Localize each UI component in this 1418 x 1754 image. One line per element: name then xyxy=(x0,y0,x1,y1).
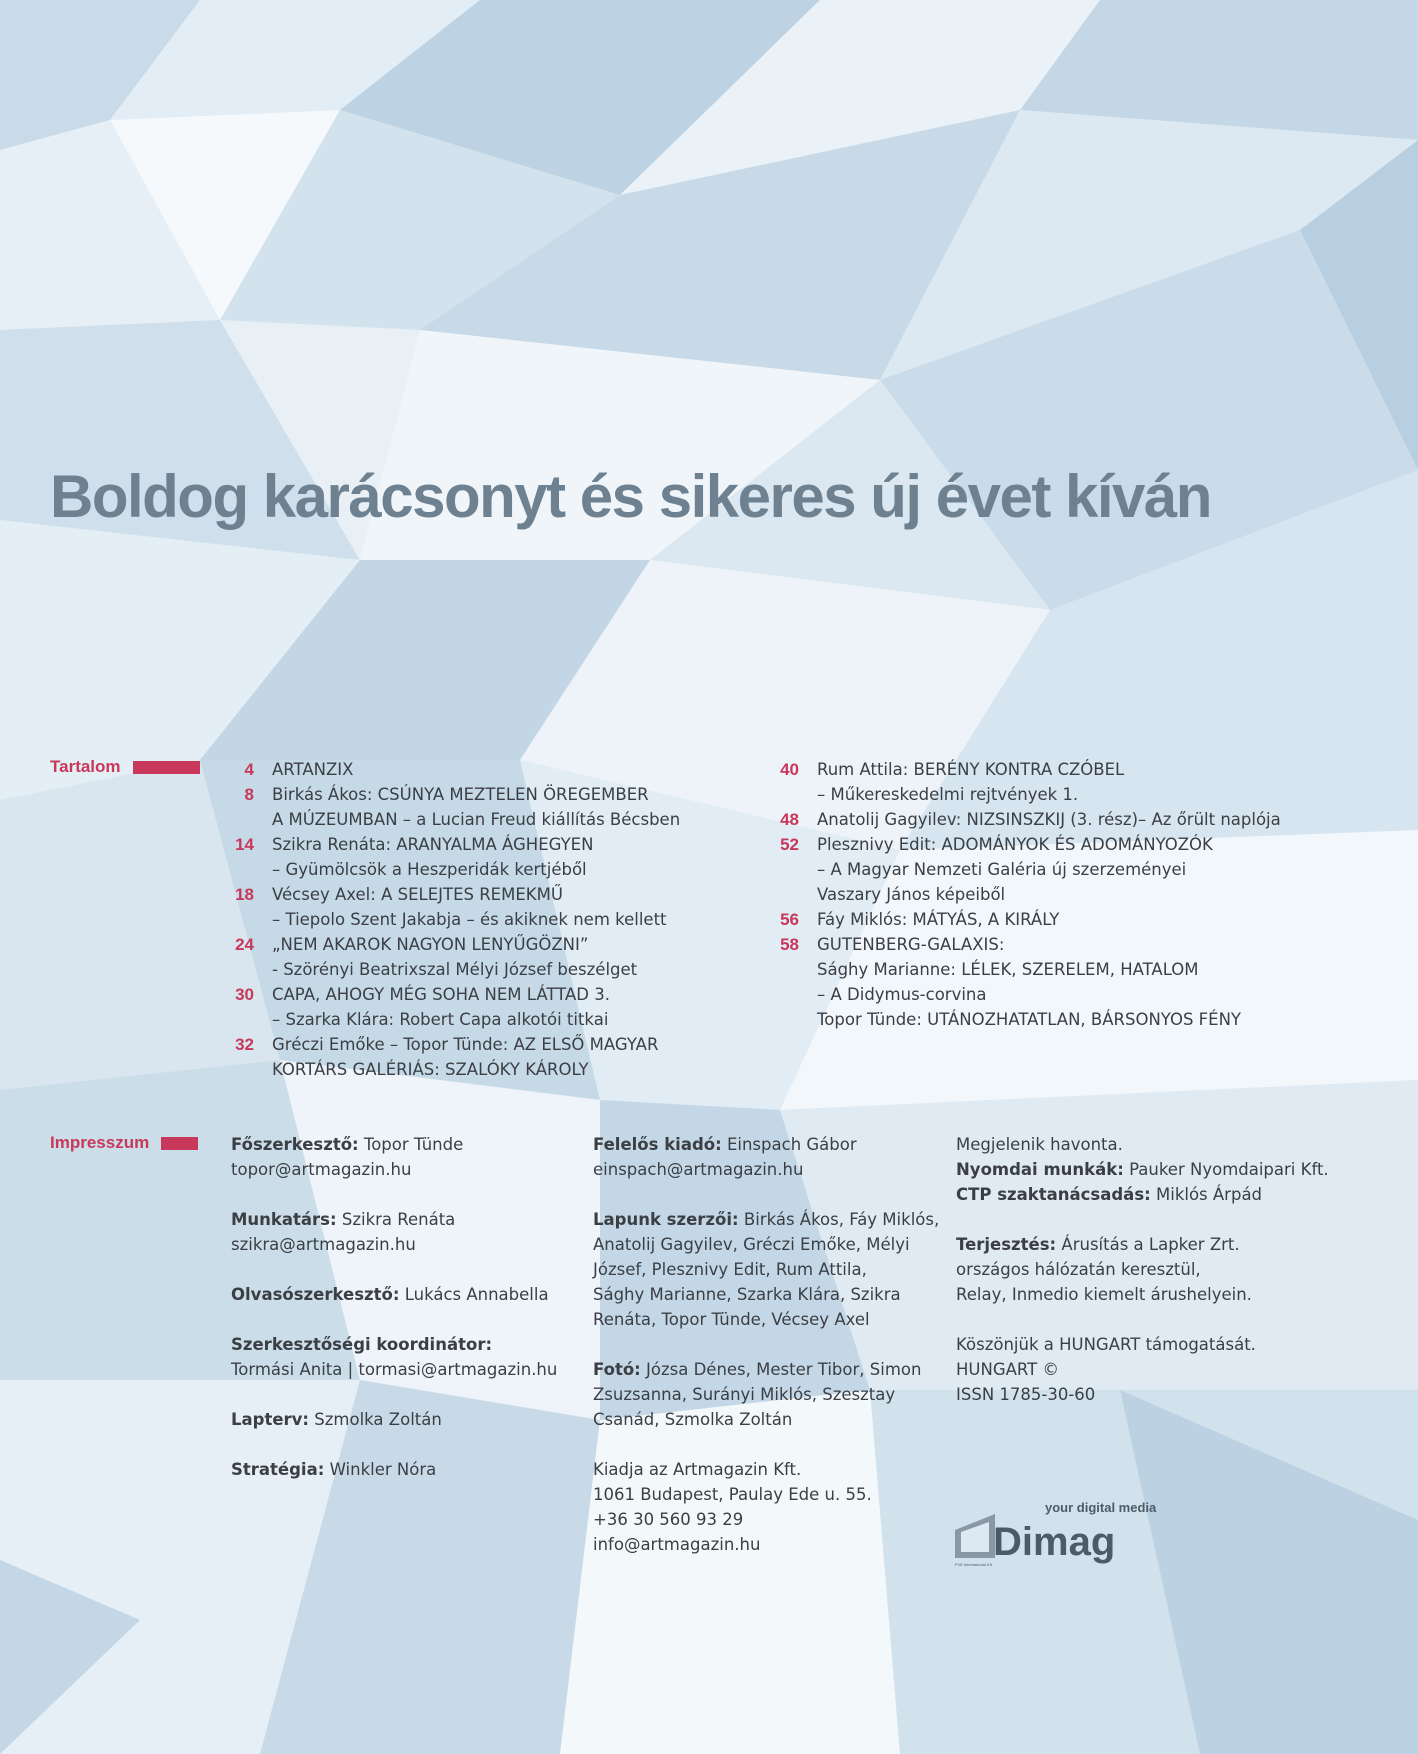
photos-line: Csanád, Szmolka Zoltán xyxy=(593,1410,793,1429)
toc-page-number: 24 xyxy=(235,935,254,954)
toc-entry-line: – Gyümölcsök a Heszperidák kertjéből xyxy=(272,860,587,879)
coordinator-text: Tormási Anita | tormasi@artmagazin.hu xyxy=(231,1360,558,1379)
staff-writer-email: szikra@artmagazin.hu xyxy=(231,1235,416,1254)
strategy-name: Winkler Nóra xyxy=(329,1460,437,1479)
toc-page-number: 48 xyxy=(780,810,799,829)
toc-entry xyxy=(755,807,1315,832)
toc-page-number: 56 xyxy=(780,910,799,929)
publisher-company: Kiadja az Artmagazin Kft. xyxy=(593,1460,802,1479)
toc-entry-line: GUTENBERG-GALAXIS: xyxy=(817,935,1005,954)
authors-line: Birkás Ákos, Fáy Miklós, xyxy=(743,1210,940,1229)
authors-line: József, Plesznivy Edit, Rum Attila, xyxy=(593,1260,867,1279)
toc-entry-line: Rum Attila: BERÉNY KONTRA CZÓBEL xyxy=(817,760,1125,779)
editor-in-chief-email: topor@artmagazin.hu xyxy=(231,1160,412,1179)
acknowledgement-line: Köszönjük a HUNGART támogatását. xyxy=(956,1335,1256,1354)
authors-line: Sághy Marianne, Szarka Klára, Szikra xyxy=(593,1285,901,1304)
toc-left-column xyxy=(210,757,730,1082)
toc-entry-line: Plesznivy Edit: ADOMÁNYOK ÉS ADOMÁNYOZÓK xyxy=(817,835,1213,854)
publisher xyxy=(593,1132,933,1182)
impresszum-col-3 xyxy=(956,1132,1336,1432)
toc-entry-line: Sághy Marianne: LÉLEK, SZERELEM, HATALOM xyxy=(817,960,1199,979)
toc-page-number: 4 xyxy=(244,760,254,779)
publisher-address xyxy=(593,1457,933,1557)
headline: Boldog karácsonyt és sikeres új évet kíván xyxy=(50,463,1211,530)
toc-label xyxy=(50,757,200,777)
impresszum-label-text: Impresszum xyxy=(50,1133,150,1152)
toc-page-number: 30 xyxy=(235,985,254,1004)
staff-writer xyxy=(231,1207,571,1257)
dimag-logo xyxy=(955,1500,1185,1567)
toc-page-number: 58 xyxy=(780,935,799,954)
toc-page-number: 8 xyxy=(244,785,254,804)
toc-entry-text xyxy=(272,882,730,932)
distribution xyxy=(956,1232,1336,1307)
photos-line: Józsa Dénes, Mester Tibor, Simon xyxy=(646,1360,922,1379)
toc-entry xyxy=(210,882,730,932)
toc-entry-line: Gréczi Emőke – Topor Tünde: AZ ELSŐ MAGYAR xyxy=(272,1035,659,1054)
toc-entry-text xyxy=(272,832,730,882)
toc-entry xyxy=(210,1032,730,1082)
hungart-copyright: HUNGART © xyxy=(956,1360,1059,1379)
toc-label-bar xyxy=(133,761,200,774)
strategy xyxy=(231,1457,571,1482)
photos-line: Zsuzsanna, Surányi Miklós, Szesztay xyxy=(593,1385,896,1404)
toc-entry xyxy=(210,982,730,1032)
toc-page-number: 40 xyxy=(780,760,799,779)
toc-entry-line: Szikra Renáta: ARANYALMA ÁGHEGYEN xyxy=(272,835,594,854)
toc-page-number: 14 xyxy=(235,835,254,854)
toc-entry-text xyxy=(817,832,1315,907)
layout-design-label: Lapterv: xyxy=(231,1410,310,1429)
toc-entry-line: Vécsey Axel: A SELEJTES REMEKMŰ xyxy=(272,885,563,904)
toc-entry-line: Birkás Ákos: CSÚNYA MEZTELEN ÖREGEMBER xyxy=(272,785,649,804)
toc-entry-text xyxy=(272,1032,730,1082)
toc-entry xyxy=(210,932,730,982)
printing-label: Nyomdai munkák: xyxy=(956,1160,1124,1179)
publisher-label: Felelős kiadó: xyxy=(593,1135,722,1154)
distribution-line: Árusítás a Lapker Zrt. xyxy=(1061,1235,1240,1254)
editor-in-chief-label: Főszerkesztő: xyxy=(231,1135,359,1154)
toc-page-number: 18 xyxy=(235,885,254,904)
impresszum-col-1 xyxy=(231,1132,571,1507)
layout-design-name: Szmolka Zoltán xyxy=(314,1410,442,1429)
toc-entry-line: – A Magyar Nemzeti Galéria új szerzeményei xyxy=(817,860,1187,879)
impresszum-label xyxy=(50,1133,198,1153)
publisher-name: Einspach Gábor xyxy=(726,1135,857,1154)
toc-entry-line: CAPA, AHOGY MÉG SOHA NEM LÁTTAD 3. xyxy=(272,985,610,1004)
distribution-line: Relay, Inmedio kiemelt árushelyein. xyxy=(956,1285,1252,1304)
toc-entry-text xyxy=(817,907,1315,932)
toc-page-number: 32 xyxy=(235,1035,254,1054)
staff-writer-label: Munkatárs: xyxy=(231,1210,337,1229)
photos xyxy=(593,1357,933,1432)
ctp-text: Miklós Árpád xyxy=(1156,1185,1263,1204)
toc-right-column xyxy=(755,757,1315,1032)
toc-entry-text xyxy=(272,757,730,782)
authors xyxy=(593,1207,940,1332)
toc-entry-line: – Szarka Klára: Robert Capa alkotói titkai xyxy=(272,1010,609,1029)
editor-in-chief-name: Topor Tünde xyxy=(363,1135,464,1154)
toc-entry-line: KORTÁRS GALÉRIÁS: SZALÓKY KÁROLY xyxy=(272,1060,589,1079)
toc-entry xyxy=(755,932,1315,1032)
toc-entry-line: – A Didymus-corvina xyxy=(817,985,987,1004)
impresszum-col-2 xyxy=(593,1132,940,1582)
toc-entry-line: „NEM AKAROK NAGYON LENYŰGÖZNI” xyxy=(272,935,589,954)
toc-entry-line: Vaszary János képeiből xyxy=(817,885,1006,904)
coordinator-label: Szerkesztőségi koordinátor: xyxy=(231,1335,493,1354)
toc-entry xyxy=(755,757,1315,807)
toc-entry-line: Topor Tünde: UTÁNOZHATATLAN, BÁRSONYOS FÉNY xyxy=(817,1010,1242,1029)
acknowledgement xyxy=(956,1332,1336,1407)
copy-editor-name: Lukács Annabella xyxy=(404,1285,549,1304)
toc-entry-line: A MÚZEUMBAN – a Lucian Freud kiállítás Bécsben xyxy=(272,810,681,829)
publisher-email: einspach@artmagazin.hu xyxy=(593,1160,804,1179)
coordinator xyxy=(231,1332,571,1382)
toc-entry-text xyxy=(272,982,730,1032)
toc-entry-text xyxy=(817,757,1315,807)
distribution-line: országos hálózatán keresztül, xyxy=(956,1260,1201,1279)
toc-entry xyxy=(755,832,1315,907)
toc-entry xyxy=(210,832,730,882)
authors-line: Renáta, Topor Tünde, Vécsey Axel xyxy=(593,1310,870,1329)
strategy-label: Stratégia: xyxy=(231,1460,325,1479)
editor-in-chief xyxy=(231,1132,571,1182)
toc-entry-line: – Tiepolo Szent Jakabja – és akiknek nem kellett xyxy=(272,910,667,929)
authors-line: Anatolij Gagyilev, Gréczi Emőke, Mélyi xyxy=(593,1235,910,1254)
photos-label: Fotó: xyxy=(593,1360,641,1379)
publisher-street: 1061 Budapest, Paulay Ede u. 55. xyxy=(593,1485,872,1504)
toc-entry-line: – Műkereskedelmi rejtvények 1. xyxy=(817,785,1079,804)
dimag-logo-tagline: your digital media xyxy=(1045,1500,1157,1515)
toc-label-text: Tartalom xyxy=(50,757,121,776)
dimag-logo-subtitle: FVE International Kft. xyxy=(955,1562,994,1567)
copy-editor-label: Olvasószerkesztő: xyxy=(231,1285,400,1304)
copy-editor xyxy=(231,1282,571,1307)
toc-entry-line: ARTANZIX xyxy=(272,760,354,779)
toc-entry-text xyxy=(817,932,1315,1032)
toc-entry-text xyxy=(272,932,730,982)
publisher-phone: +36 30 560 93 29 xyxy=(593,1510,744,1529)
impresszum-label-bar xyxy=(161,1137,198,1150)
toc-entry xyxy=(210,782,730,832)
toc-entry-line: Anatolij Gagyilev: NIZSINSZKIJ (3. rész)– Az őrült naplója xyxy=(817,810,1281,829)
toc-entry xyxy=(210,757,730,782)
authors-label: Lapunk szerzői: xyxy=(593,1210,739,1229)
layout-design xyxy=(231,1407,571,1432)
dimag-logo-name: Dimag xyxy=(993,1520,1116,1564)
publisher-info-email: info@artmagazin.hu xyxy=(593,1535,761,1554)
toc-entry-line: Fáy Miklós: MÁTYÁS, A KIRÁLY xyxy=(817,910,1060,929)
toc-entry-text xyxy=(817,807,1315,832)
toc-entry-text xyxy=(272,782,730,832)
printing-info xyxy=(956,1132,1336,1207)
issn: ISSN 1785-30-60 xyxy=(956,1385,1096,1404)
staff-writer-name: Szikra Renáta xyxy=(341,1210,456,1229)
frequency: Megjelenik havonta. xyxy=(956,1135,1123,1154)
ctp-label: CTP szaktanácsadás: xyxy=(956,1185,1151,1204)
distribution-label: Terjesztés: xyxy=(956,1235,1057,1254)
toc-entry-line: - Szörényi Beatrixszal Mélyi József beszélget xyxy=(272,960,638,979)
toc-page-number: 52 xyxy=(780,835,799,854)
toc-entry xyxy=(755,907,1315,932)
printing-text: Pauker Nyomdaipari Kft. xyxy=(1129,1160,1329,1179)
